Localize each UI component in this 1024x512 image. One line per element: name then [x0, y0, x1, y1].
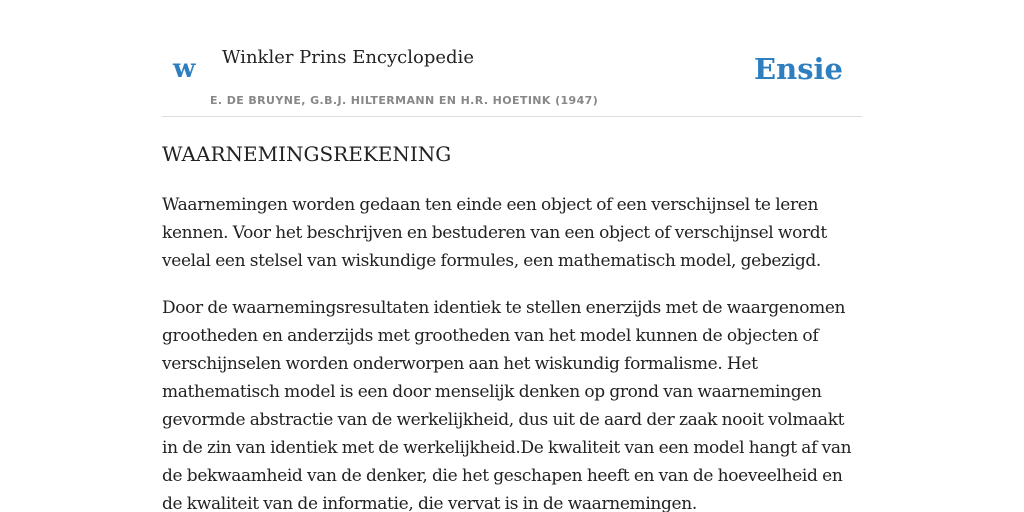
- ensie-logo[interactable]: Ensie: [754, 52, 843, 86]
- source-authors: E. DE BRUYNE, G.B.J. HILTERMANN EN H.R. HOETINK (1947): [210, 94, 599, 107]
- article-paragraph: Door de waarnemingsresultaten identiek te stellen enerzijds met de waargenomen grootheden en anderzijds met grootheden van het model kunnen de objecten of verschijnselen worden onderworpen aan het wiskundig formalisme. Het mathematisch model is een door menselijk denken op grond van waarnemingen gevormde abstractie van de werkelijkheid, dus uit de aard der zaak nooit volmaakt in de zin van identiek met de werkelijkheid.De kwaliteit van een model hangt af van de bekwaamheid van de denker, die het geschapen heeft en van de hoeveelheid en de kwaliteit van de informatie, die vervat is in de waarnemingen.: [162, 298, 852, 512]
- page-title: WAARNEMINGSREKENING: [162, 142, 452, 166]
- article-content: [162, 139, 862, 512]
- article-paragraph: Waarnemingen worden gedaan ten einde een object of een verschijnsel te leren kennen. Voor het beschrijven en bestuderen van een object of verschijnsel wordt veelal een stelsel van wiskundige formules, een mathematisch model, gebezigd.: [162, 195, 827, 271]
- source-logo-icon[interactable]: w: [173, 54, 196, 84]
- source-header: [162, 0, 862, 117]
- source-title[interactable]: Winkler Prins Encyclopedie: [222, 47, 474, 68]
